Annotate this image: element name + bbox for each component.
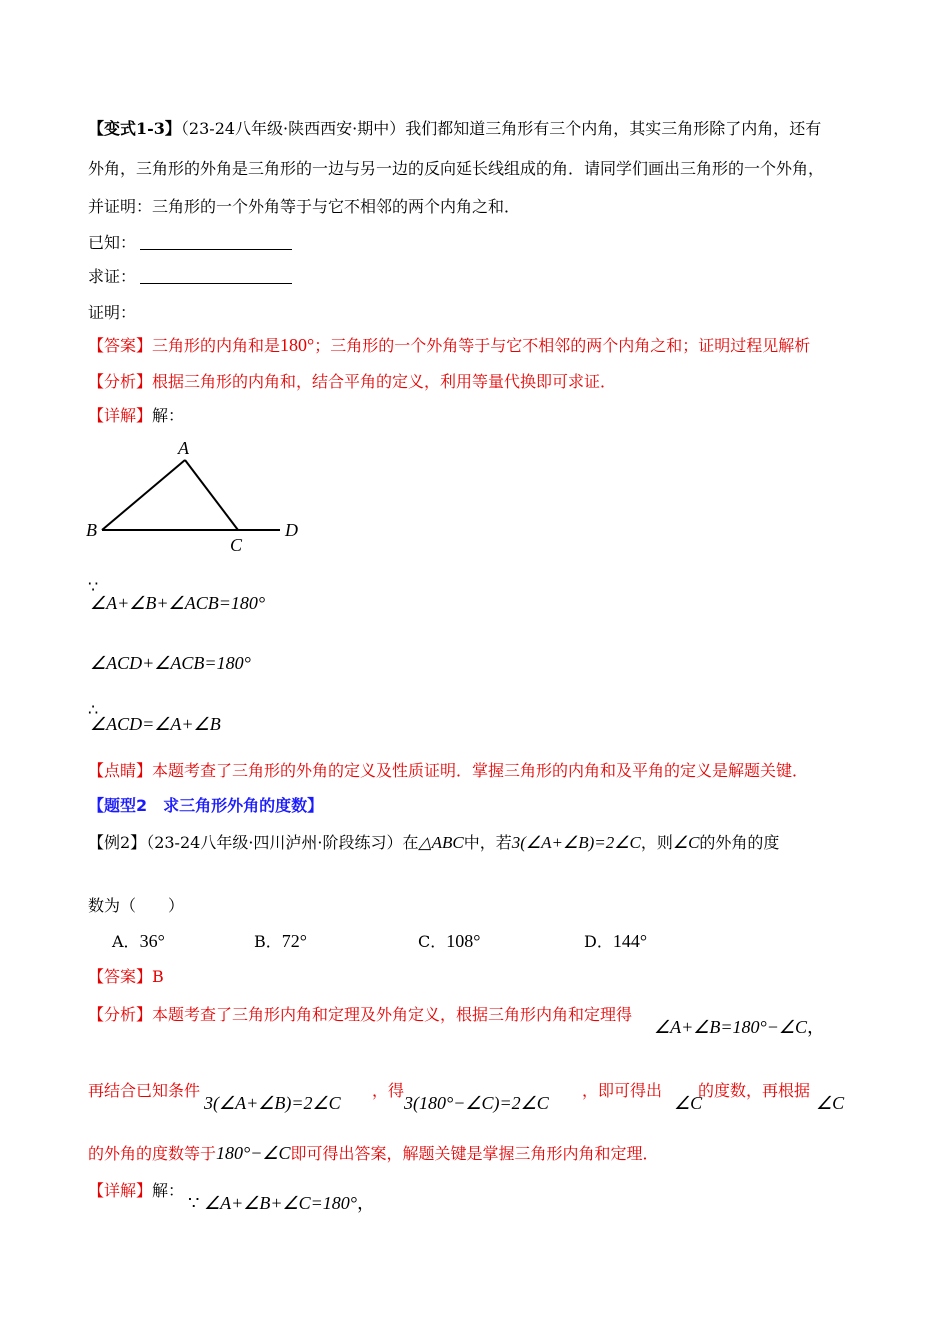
example2-analysis-eq5: ∠C (816, 1093, 845, 1113)
variant-problem-line1 (88, 118, 821, 140)
because-symbol-1: ∵ (88, 577, 99, 596)
example2-angle-c: ∠C (672, 833, 700, 852)
answer-text-b: ；三角形的一个外角等于与它不相邻的两个内角之和；证明过程见解析 (314, 336, 811, 355)
analysis-eq6: 180°−∠C (216, 1143, 291, 1163)
example2-analysis-g: 即可得出答案，解题关键是掌握三角形内角和定理． (290, 1144, 659, 1163)
option-c-label: C． (418, 932, 447, 951)
example2-analysis-line1 (88, 1004, 632, 1026)
analysis-text: 根据三角形的内角和，结合平角的定义，利用等量代换即可求证． (152, 372, 617, 391)
option-b-label: B． (254, 932, 282, 951)
example2-options (112, 930, 712, 954)
example2-analysis-line3 (88, 1142, 659, 1165)
example2-analysis-eq3: 3(180°−∠C)=2∠C (404, 1093, 549, 1113)
variant-answer (88, 334, 810, 357)
label-a: A (178, 438, 189, 458)
example2-analysis-e: 的度数，再根据 (698, 1081, 811, 1100)
example2-text-b: 中，若 (463, 833, 512, 852)
segment-ac (185, 460, 238, 530)
example2-line1 (88, 832, 779, 854)
example2-detail-comma: ， (357, 1193, 375, 1213)
option-c[interactable] (418, 930, 480, 953)
example2-text-c: ，则 (640, 833, 673, 852)
option-c-value: 108° (446, 931, 481, 951)
comment-text: 本题考查了三角形的外角的定义及性质证明．掌握三角形的内角和及平角的定义是解题关键． (152, 761, 809, 780)
example2-detail (88, 1180, 184, 1202)
example2-line2: 数为（ ） (88, 896, 185, 915)
example2-answer-value: B (152, 967, 164, 986)
example2-analysis-eq4: ∠C (674, 1093, 703, 1113)
analysis-eq1: ∠A+∠B=180°−∠C (654, 1017, 808, 1037)
example2-analysis-f: 的外角的度数等于 (88, 1144, 217, 1163)
prove-blank (140, 267, 292, 284)
example2-text-d: 的外角的度 (699, 833, 780, 852)
proof-label: 证明： (88, 303, 137, 322)
prove-label: 求证： (88, 267, 137, 286)
detail-tag: 【详解】 (88, 406, 153, 425)
option-d-value: 144° (612, 931, 648, 951)
section-title: 【题型2 求三角形外角的度数】 (88, 796, 324, 815)
example2-analysis-d: ，即可得出 (582, 1081, 663, 1100)
known-line (88, 232, 292, 254)
variant-problem-line3: 并证明：三角形的一个外角等于与它不相邻的两个内角之和． (88, 197, 521, 216)
example2-analysis-b: 再结合已知条件 (88, 1081, 201, 1100)
analysis-eq1-comma: ， (807, 1017, 826, 1037)
equation-1: ∠A+∠B+∠ACB=180° (90, 593, 266, 613)
option-b[interactable] (254, 930, 307, 953)
example2-detail-tag: 【详解】 (88, 1181, 153, 1200)
variant-source: （23-24八年级·陕西西安·期中） (180, 119, 406, 138)
example2-triangle: △ABC (418, 833, 464, 852)
example2-detail-eq (188, 1192, 375, 1214)
label-b: B (86, 520, 97, 540)
example2-analysis-tag: 【分析】 (88, 1005, 153, 1024)
option-a-label: A． (112, 932, 140, 951)
example2-detail-text: 解： (152, 1181, 185, 1200)
example2-answer-tag: 【答案】 (88, 967, 153, 986)
label-c: C (230, 535, 243, 555)
therefore-symbol: ∴ (88, 700, 99, 719)
example2-answer (88, 966, 164, 988)
equation-2: ∠ACD+∠ACB=180° (90, 653, 251, 673)
example2-because: ∵ (188, 1193, 200, 1213)
segment-ab (102, 460, 185, 530)
option-d[interactable] (584, 930, 647, 953)
example2-analysis-a: 本题考查了三角形内角和定理及外角定义，根据三角形内角和定理得 (152, 1005, 633, 1024)
known-blank (140, 233, 292, 250)
example2-analysis-c: ，得 (372, 1081, 405, 1100)
answer-degree: 180° (280, 335, 315, 355)
known-label: 已知： (88, 233, 137, 252)
prove-line (88, 266, 292, 288)
example2-analysis-eq2: 3(∠A+∠B)=2∠C (204, 1093, 341, 1113)
variant-analysis (88, 371, 616, 393)
variant-detail (88, 405, 184, 427)
example2-analysis-eq1 (654, 1016, 825, 1038)
comment-tag: 【点睛】 (88, 761, 153, 780)
example2-condition: 3(∠A+∠B)=2∠C (511, 833, 641, 852)
option-b-value: 72° (281, 931, 307, 951)
example2-detail-equation: ∠A+∠B+∠C=180° (203, 1193, 357, 1213)
option-d-label: D． (584, 932, 613, 951)
answer-text-a: 三角形的内角和是 (152, 336, 281, 355)
option-a[interactable] (112, 930, 165, 953)
example2-tag: 【例2】 (88, 833, 147, 852)
option-a-value: 36° (139, 931, 165, 951)
analysis-tag: 【分析】 (88, 372, 153, 391)
variant-comment (88, 760, 808, 782)
label-d: D (285, 520, 298, 540)
triangle-figure (80, 430, 320, 560)
variant-problem-line2: 外角，三角形的外角是三角形的一边与另一边的反向延长线组成的角．请同学们画出三角形的一个外角， (88, 159, 825, 178)
variant-problem-text1: 我们都知道三角形有三个内角，其实三角形除了内角，还有 (405, 119, 822, 138)
detail-text: 解： (152, 406, 185, 425)
example2-analysis-line2 (88, 1080, 200, 1102)
equation-3: ∠ACD=∠A+∠B (90, 714, 221, 734)
example2-text-a: 在 (402, 833, 419, 852)
variant-tag: 【变式1-3】 (88, 119, 181, 138)
example2-source: （23-24八年级·四川泸州·阶段练习） (146, 833, 403, 852)
answer-tag: 【答案】 (88, 336, 153, 355)
